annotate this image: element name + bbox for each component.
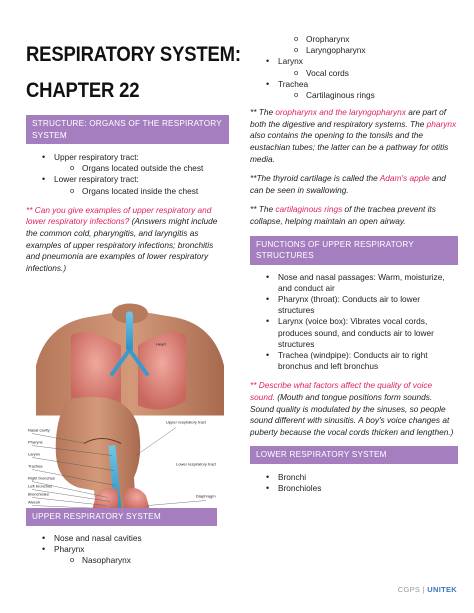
question-infections bbox=[26, 205, 229, 275]
note-text: **The thyroid cartilage is called the bbox=[250, 173, 380, 184]
list-subitem: o Organs located inside the chest bbox=[26, 186, 229, 197]
note-pharynx bbox=[250, 107, 458, 165]
label-upper-tract: Upper respiratory tract bbox=[166, 419, 206, 425]
note-text: ** The bbox=[250, 107, 276, 118]
trachea-shape bbox=[126, 312, 133, 352]
left-column-lower bbox=[26, 508, 229, 566]
left-column bbox=[26, 38, 241, 274]
lower-respiratory-list bbox=[250, 472, 458, 494]
section-header-functions: FUNCTIONS OF UPPER RESPIRATORY STRUCTURES bbox=[250, 236, 458, 265]
label-bronchioles: Bronchioles bbox=[28, 491, 49, 497]
list-subitem: o Laryngopharynx bbox=[250, 45, 458, 56]
page-footer bbox=[398, 585, 457, 594]
note-text: are part of both the digestive and respiratory systems. The bbox=[250, 107, 447, 129]
list-item: • Trachea bbox=[250, 79, 458, 90]
note-text: and can be seen in swallowing. bbox=[250, 173, 446, 195]
section-header-lower-respiratory: LOWER RESPIRATORY SYSTEM bbox=[250, 446, 458, 464]
section-header-structure: STRUCTURE: ORGANS OF THE RESPIRATORY SYSTEM bbox=[26, 115, 229, 144]
question-answer: (Mouth and tongue positions form sounds. Sound quality is modulated by the sinuses, so people sound different with sinusitis. A boy's voice changes at puberty because the vocal cords thicken and lengthen.) bbox=[250, 391, 454, 437]
note-cartilaginous-rings bbox=[250, 204, 458, 227]
question-lead: ** Describe what factors affect the quality of voice sound. bbox=[250, 380, 433, 402]
list-item: • Pharynx bbox=[26, 544, 229, 555]
list-subitem: o Organs located outside the chest bbox=[26, 163, 229, 174]
note-highlight: Adam's apple bbox=[379, 173, 430, 184]
label-left-bronchus: Left bronchus bbox=[28, 483, 53, 489]
list-subitem: o Oropharynx bbox=[250, 34, 458, 45]
upper-respiratory-list bbox=[26, 533, 229, 567]
label-heart: Heart bbox=[156, 341, 166, 347]
list-item: • Larynx (voice box): Vibrates vocal cords, produces sound, and conducts air to lower structures bbox=[250, 316, 458, 350]
label-alveoli: Alveoli bbox=[28, 499, 40, 505]
footer-brand: UNITEK bbox=[427, 585, 457, 594]
note-highlight: cartilaginous rings bbox=[275, 204, 343, 215]
respiratory-system-illustration bbox=[26, 290, 229, 526]
note-text: ** The bbox=[250, 204, 276, 215]
section-header-upper-respiratory: UPPER RESPIRATORY SYSTEM bbox=[26, 508, 217, 526]
label-trachea: Trachea bbox=[28, 463, 43, 469]
right-column bbox=[250, 34, 458, 494]
note-text: also contains the opening to the tonsils and the eustachian tubes; the latter can be a pathway for otitis media. bbox=[250, 130, 449, 164]
functions-list bbox=[250, 272, 458, 373]
upper-respiratory-continued bbox=[250, 34, 458, 101]
label-larynx: Larynx bbox=[28, 451, 41, 457]
footer-org: CGPS bbox=[397, 585, 421, 594]
page-title-line1: RESPIRATORY SYSTEM: bbox=[26, 42, 241, 66]
label-right-bronchus: Right bronchus bbox=[28, 475, 55, 481]
list-subitem: o Cartilaginous rings bbox=[250, 90, 458, 101]
list-item: • Bronchi bbox=[250, 472, 458, 483]
note-text: of the trachea prevent its collapse, helping maintain an open airway. bbox=[250, 204, 436, 226]
question-lead: ** Can you give examples of upper respiratory and lower respiratory infections? bbox=[26, 204, 212, 227]
list-item: • Nose and nasal cavities bbox=[26, 533, 229, 544]
list-item: • Trachea (windpipe): Conducts air to right bronchus and left bronchus bbox=[250, 350, 458, 372]
note-adams-apple bbox=[250, 173, 458, 196]
label-lower-tract: Lower respiratory tract bbox=[176, 461, 216, 467]
question-voice-quality bbox=[250, 380, 458, 438]
question-answer: (Answers might include the common cold, pharyngitis, and laryngitis as examples of upper respiratory infections; bronchitis and pneumonia are examples of lower respiratory infections.) bbox=[26, 216, 218, 273]
list-item: • Larynx bbox=[250, 56, 458, 67]
list-item: • Pharynx (throat): Conducts air to lower structures bbox=[250, 294, 458, 316]
note-highlight: oropharynx and the laryngopharynx bbox=[275, 107, 406, 118]
list-subitem: o Vocal cords bbox=[250, 68, 458, 79]
page-title-line2: CHAPTER 22 bbox=[26, 78, 140, 102]
list-item: • Upper respiratory tract: bbox=[26, 152, 229, 163]
label-nasal-cavity: Nasal cavity bbox=[28, 427, 50, 433]
structure-list bbox=[26, 152, 229, 197]
list-item: • Bronchioles bbox=[250, 483, 458, 494]
label-diaphragm: Diaphragm bbox=[196, 493, 216, 499]
list-subitem: o Nasopharynx bbox=[26, 555, 229, 566]
note-highlight: pharynx bbox=[426, 118, 457, 129]
list-item: • Nose and nasal passages: Warm, moisturize, and conduct air bbox=[250, 272, 458, 294]
list-item: • Lower respiratory tract: bbox=[26, 174, 229, 185]
footer-separator: | bbox=[422, 585, 425, 594]
label-pharynx: Pharynx bbox=[28, 439, 43, 445]
